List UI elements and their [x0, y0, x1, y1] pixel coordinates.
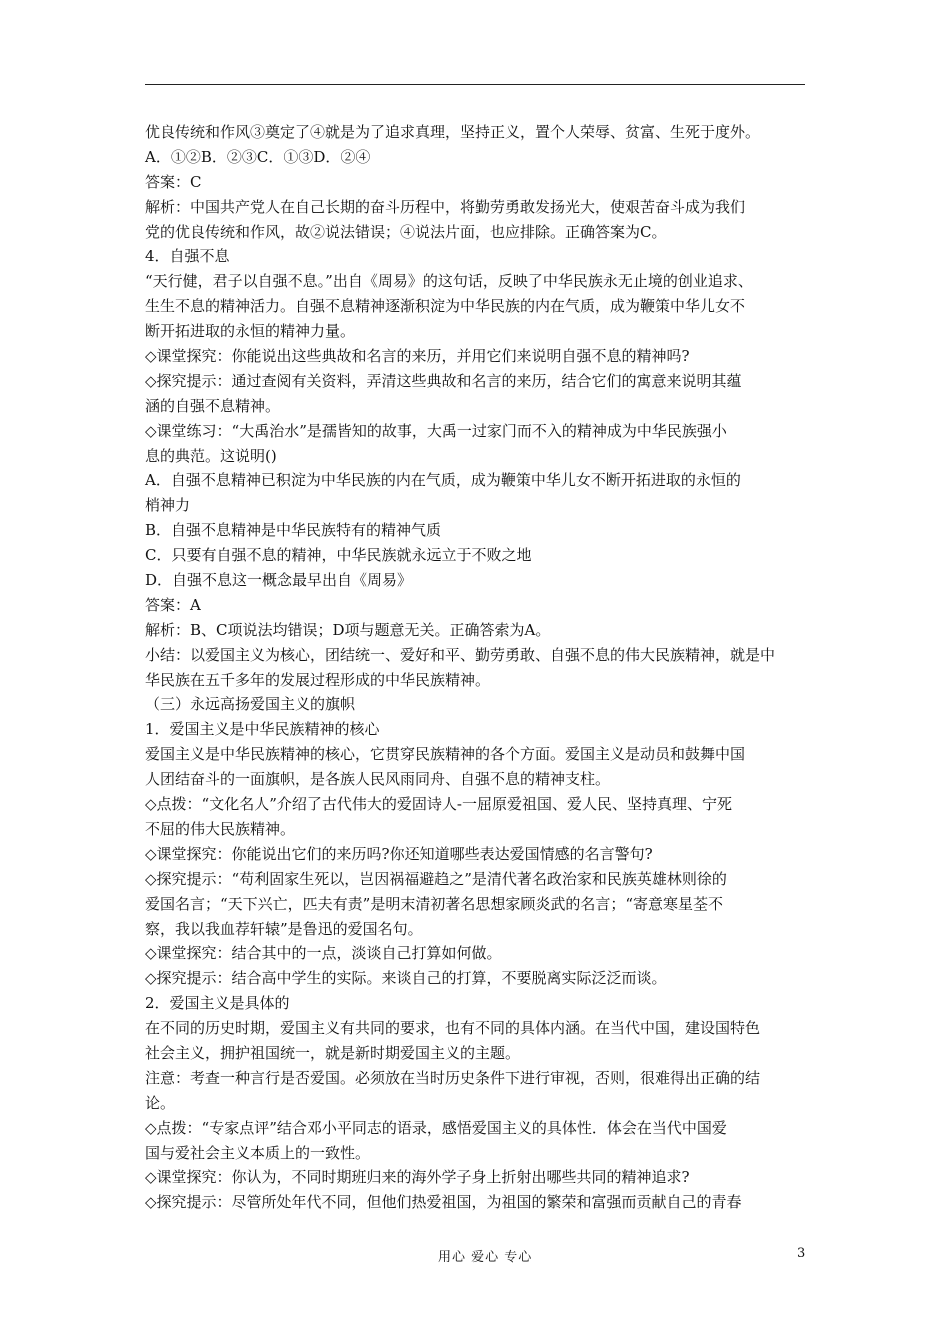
footer-motto: 用心 爱心 专心	[438, 1250, 533, 1265]
text-line: “天行健，君子以自强不息。”出自《周易》的这句话，反映了中华民族永无止境的创业追求、	[145, 272, 753, 291]
header-rule	[145, 84, 805, 85]
text-line: 息的典范。这说明()	[145, 446, 277, 465]
page-number: 3	[797, 1246, 806, 1261]
text-line: 答案：A	[145, 595, 201, 614]
text-line: 论。	[145, 1093, 176, 1112]
text-line: D．自强不息这一概念最早出自《周易》	[145, 571, 413, 590]
text-line: 答案：C	[145, 172, 202, 191]
text-line: 社会主义，拥护祖国统一，就是新时期爱国主义的主题。	[145, 1043, 521, 1062]
text-line: 涵的自强不息精神。	[145, 396, 281, 415]
text-line: ◇课堂练习：“大禹治水”是孺皆知的故事，大禹一过家门而不入的精神成为中华民族强小	[145, 421, 727, 440]
text-line: 华民族在五千多年的发展过程形成的中华民族精神。	[145, 670, 491, 689]
text-line: 在不同的历史时期，爱国主义有共同的要求，也有不同的具体内涵。在当代中国，建设国特色	[145, 1019, 761, 1038]
text-line: ◇课堂探究：你能说出这些典故和名言的来历，并用它们来说明自强不息的精神吗?	[145, 347, 690, 366]
text-line: 解析：B、C项说法均错误；D项与题意无关。正确答索为A。	[145, 620, 551, 639]
text-line: 人团结奋斗的一面旗帜，是各族人民风雨同舟、自强不息的精神支柱。	[145, 770, 611, 789]
text-line: 梢神力	[145, 496, 191, 515]
text-line: 注意：考查一种言行是否爱国。必须放在当时历史条件下进行审视，否则，很难得出正确的结	[145, 1068, 761, 1087]
text-line: 解析：中国共产党人在自己长期的奋斗历程中，将勤劳勇敢发扬光大，使艰苦奋斗成为我们	[145, 197, 746, 216]
text-line: A．①②B．②③C．①③D．②④	[145, 147, 371, 166]
text-line: （三）永远高扬爱国主义的旗帜	[145, 695, 356, 714]
text-line: ◇探究提示：结合高中学生的实际。来谈自己的打算，不要脱离实际泛泛而谈。	[145, 969, 667, 988]
text-line: 断开拓进取的永恒的精神力量。	[145, 322, 356, 341]
text-line: ◇探究提示：“苟利固家生死以，岂因祸福避趋之”是清代著名政治家和民族英雄林则徐的	[145, 869, 727, 888]
text-line: 不屈的伟大民族精神。	[145, 819, 296, 838]
text-line: ◇探究提示：通过查阅有关资料，弄清这些典故和名言的来历，结合它们的寓意来说明其蕴	[145, 371, 742, 390]
text-line: 爱国名言；“天下兴亡，匹夫有责”是明末清初著名思想家顾炎武的名言；“寄意寒星荃不	[145, 894, 724, 913]
text-line: 优良传统和作风③奠定了④就是为了追求真理，坚持正义，置个人荣辱、贫富、生死于度外。	[145, 123, 761, 141]
text-line: 党的优良传统和作风，故②说法错误；④说法片面，也应排除。正确答案为C。	[145, 222, 667, 241]
text-line: ◇点拨：“文化名人”介绍了古代伟大的爱固诗人-一屈原爱祖国、爱人民、坚持真理、宁死	[145, 795, 732, 814]
text-line: ◇课堂探究：结合其中的一点，淡谈自己打算如何做。	[145, 944, 502, 963]
text-line: 国与爱社会主义本质上的一致性。	[145, 1143, 371, 1162]
document-body	[145, 120, 813, 1215]
text-line: ◇点拨：“专家点评”结合邓小平同志的语录，感悟爱国主义的具体性．体会在当代中国爱	[145, 1118, 727, 1137]
text-line: 4．自强不息	[145, 247, 230, 266]
text-line: 1．爱国主义是中华民族精神的核心	[145, 720, 380, 739]
text-line: 2．爱国主义是具体的	[145, 994, 290, 1013]
text-line: 生生不息的精神活力。自强不息精神逐渐积淀为中华民族的内在气质，成为鞭策中华儿女不	[145, 297, 746, 316]
text-line: C．只要有自强不息的精神，中华民族就永远立于不败之地	[145, 546, 532, 565]
text-line: 小结：以爱国主义为核心，团结统一、爱好和平、勤劳勇敢、自强不息的伟大民族精神，就是中	[145, 645, 776, 664]
text-line: 察，我以我血荐轩辕”是鲁迅的爱国名句。	[145, 919, 423, 938]
page-footer	[0, 1246, 950, 1266]
text-line: ◇课堂探究：你能说出它们的来历吗?你还知道哪些表达爱国情感的名言警句?	[145, 844, 653, 863]
text-line: 爱国主义是中华民族精神的核心，它贯穿民族精神的各个方面。爱国主义是动员和鼓舞中国	[145, 745, 746, 764]
text-line: B．自强不息精神是中华民族特有的精神气质	[145, 521, 442, 540]
text-line: A．自强不息精神已积淀为中华民族的内在气质，成为鞭策中华儿女不断开拓进取的永恒的	[145, 471, 741, 490]
text-line: ◇课堂探究：你认为，不同时期班归来的海外学子身上折射出哪些共同的精神追求?	[145, 1168, 690, 1187]
text-line: ◇探究提示：尽管所处年代不同，但他们热爱祖国，为祖国的繁荣和富强而贡献自己的青春	[145, 1193, 742, 1212]
